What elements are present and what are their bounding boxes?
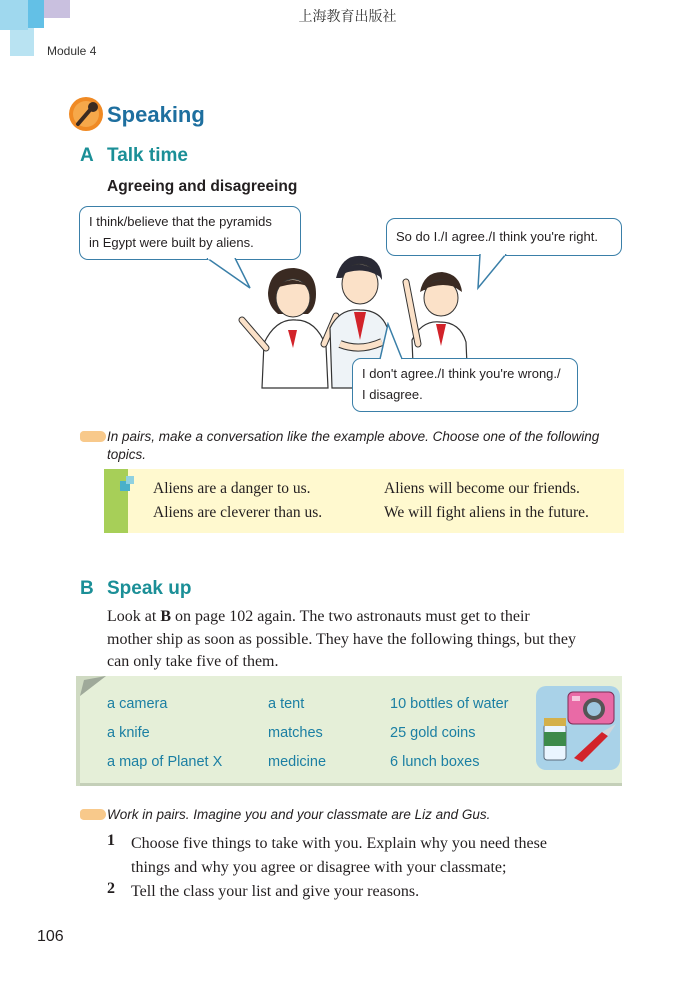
task-number: 1 — [107, 832, 115, 849]
item: a tent — [268, 696, 305, 712]
section-b-letter: B — [80, 578, 94, 599]
subheading: Agreeing and disagreeing — [107, 178, 298, 195]
task-1 — [131, 832, 631, 880]
item: 6 lunch boxes — [390, 754, 480, 770]
item: a map of Planet X — [107, 754, 223, 770]
topic-item: Aliens are a danger to us. — [153, 480, 311, 497]
topic-item: Aliens are cleverer than us. — [153, 504, 323, 521]
items-picture — [536, 684, 620, 772]
intro-line-3: can only take five of them. — [107, 653, 279, 670]
instruction-b: Work in pairs. Imagine you and your classmate are Liz and Gus. — [107, 807, 491, 822]
bubble-line: I disagree. — [362, 387, 423, 402]
task-line: Tell the class your list and give your reasons. — [131, 883, 420, 900]
section-b-intro — [107, 606, 637, 674]
section-heading-speaking: Speaking — [107, 102, 205, 127]
bubble-tail — [376, 322, 412, 360]
page-number: 106 — [37, 928, 64, 945]
instruction-a — [107, 428, 627, 464]
item: a camera — [107, 696, 168, 712]
section-a-title: Talk time — [107, 145, 188, 166]
task-line: things and why you agree or disagree with your classmate; — [131, 859, 507, 876]
item: a knife — [107, 725, 150, 741]
task-number: 2 — [107, 880, 115, 897]
bubble-line: I don't agree./I think you're wrong./ — [362, 366, 561, 381]
item: 25 gold coins — [390, 725, 476, 741]
section-a-letter: A — [80, 145, 94, 166]
speech-bubble-bottom — [352, 358, 578, 412]
instruction-marker — [80, 809, 106, 820]
instruction-marker — [80, 431, 106, 442]
topics-strip — [104, 469, 128, 533]
intro-line-1: Look at B on page 102 again. The two astronauts must get to their — [107, 608, 530, 625]
item: matches — [268, 725, 323, 741]
instruction-line: topics. — [107, 447, 147, 462]
section-b-title: Speak up — [107, 578, 192, 599]
bubble-line: So do I./I agree./I think you're right. — [396, 229, 598, 244]
publisher-name: 上海教育出版社 — [298, 9, 397, 25]
decor-square — [126, 476, 134, 484]
module-label: Module 4 — [47, 44, 97, 58]
bubble-line: I think/believe that the pyramids — [89, 214, 272, 229]
item: 10 bottles of water — [390, 696, 509, 712]
task-line: Choose five things to take with you. Explain why you need these — [131, 835, 547, 852]
task-2 — [131, 880, 631, 904]
topic-item: We will fight aliens in the future. — [384, 504, 589, 521]
intro-line-2: mother ship as soon as possible. They have the following things, but they — [107, 630, 576, 648]
microphone-icon — [68, 96, 104, 132]
topics-box — [104, 469, 624, 533]
item: medicine — [268, 754, 327, 770]
bubble-line: in Egypt were built by aliens. — [89, 235, 254, 250]
topic-item: Aliens will become our friends. — [384, 480, 580, 497]
instruction-line: In pairs, make a conversation like the example above. Choose one of the following — [107, 429, 600, 444]
